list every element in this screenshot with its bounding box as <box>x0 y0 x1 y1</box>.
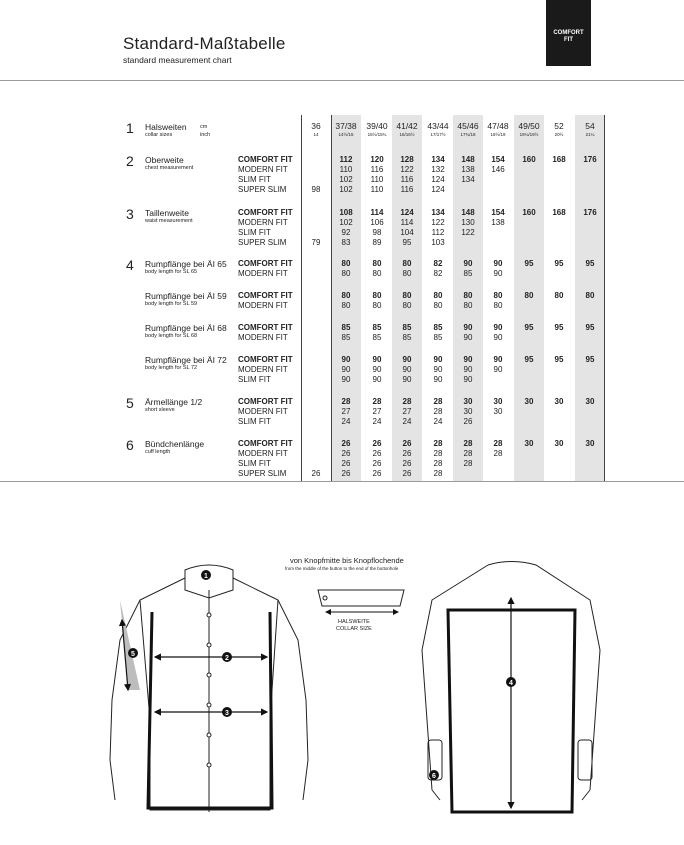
size-header-inch: 15½/15¾ <box>367 132 387 137</box>
table-cell: 104 <box>400 228 414 237</box>
table-cell: 90 <box>372 365 382 374</box>
table-cell: 85 <box>372 323 382 332</box>
table-cell: 85 <box>341 323 351 332</box>
table-cell: 134 <box>431 208 445 217</box>
table-cell: 112 <box>431 228 445 237</box>
table-cell: 26 <box>402 439 412 448</box>
size-header-inch: 17/17½ <box>430 132 446 137</box>
table-cell: 90 <box>493 259 503 268</box>
table-cell: 28 <box>463 459 473 468</box>
table-cell: 138 <box>461 165 475 174</box>
size-header-inch: 18½/19 <box>490 132 506 137</box>
table-cell: 80 <box>341 259 351 268</box>
section-sublabel: body length for SL 59 <box>145 301 198 307</box>
table-cell: 95 <box>524 323 534 332</box>
table-cell: 80 <box>341 291 351 300</box>
svg-text:1: 1 <box>204 573 208 580</box>
table-cell: 98 <box>372 228 382 237</box>
table-cell: 103 <box>431 238 445 247</box>
table-cell: 114 <box>400 218 414 227</box>
table-cell: 89 <box>372 238 382 247</box>
unit-inch: inch <box>200 132 211 138</box>
table-cell: 85 <box>341 333 351 342</box>
table-cell: 30 <box>585 397 595 406</box>
table-cell: 85 <box>402 323 412 332</box>
table-cell: 26 <box>402 449 412 458</box>
section-label: Bündchenlänge <box>145 439 205 449</box>
table-cell: 90 <box>372 355 382 364</box>
table-cell: 90 <box>493 323 503 332</box>
fit-label: MODERN FIT <box>238 218 288 227</box>
table-cell: 26 <box>372 439 382 448</box>
table-cell: 27 <box>341 407 351 416</box>
table-cell: 95 <box>554 355 564 364</box>
table-cell: 26 <box>311 469 321 478</box>
table-cell: 102 <box>339 185 353 194</box>
table-cell: 27 <box>372 407 382 416</box>
table-cell: 130 <box>461 218 475 227</box>
fit-label: COMFORT FIT <box>238 355 293 364</box>
table-cell: 122 <box>400 165 414 174</box>
table-cell: 90 <box>433 375 443 384</box>
table-cell: 80 <box>372 291 382 300</box>
table-cell: 116 <box>370 165 384 174</box>
table-cell: 108 <box>339 208 353 217</box>
table-cell: 176 <box>583 208 597 217</box>
size-header: 41/42 <box>396 121 418 131</box>
table-cell: 160 <box>522 155 536 164</box>
section-sublabel: cuff length <box>145 449 171 455</box>
table-cell: 80 <box>372 269 382 278</box>
table-cell: 138 <box>491 218 505 227</box>
table-cell: 28 <box>433 397 443 406</box>
svg-text:2: 2 <box>225 655 229 662</box>
table-cell: 26 <box>372 459 382 468</box>
badge-line-2: FIT <box>564 37 573 43</box>
table-cell: 30 <box>463 397 473 406</box>
section-sublabel: short sleeve <box>145 407 175 413</box>
table-cell: 90 <box>463 333 473 342</box>
table-cell: 80 <box>402 259 412 268</box>
table-cell: 90 <box>402 365 412 374</box>
table-cell: 106 <box>370 218 384 227</box>
marker-6 <box>429 770 439 780</box>
table-cell: 82 <box>433 259 443 268</box>
table-cell: 154 <box>491 155 505 164</box>
table-cell: 80 <box>341 301 351 310</box>
table-cell: 90 <box>402 355 412 364</box>
section-number: 4 <box>126 257 134 273</box>
table-cell: 110 <box>370 185 384 194</box>
table-cell: 122 <box>431 218 445 227</box>
svg-text:3: 3 <box>225 710 229 717</box>
table-cell: 122 <box>461 228 475 237</box>
table-cell: 24 <box>372 417 382 426</box>
table-cell: 28 <box>493 449 503 458</box>
size-header: 54 <box>585 121 595 131</box>
fit-label: SLIM FIT <box>238 175 271 184</box>
table-cell: 90 <box>402 375 412 384</box>
section-sublabel: waist measurement <box>145 218 193 224</box>
table-cell: 90 <box>341 375 351 384</box>
table-cell: 28 <box>402 397 412 406</box>
size-header: 37/38 <box>335 121 357 131</box>
table-cell: 30 <box>463 407 473 416</box>
table-cell: 79 <box>311 238 321 247</box>
table-cell: 102 <box>339 218 353 227</box>
marker-2 <box>222 652 232 662</box>
table-cell: 80 <box>341 269 351 278</box>
table-cell: 85 <box>433 333 443 342</box>
page-subtitle: standard measurement chart <box>123 55 232 65</box>
size-header-inch: 17¾/18 <box>460 132 476 137</box>
table-cell: 26 <box>341 469 351 478</box>
table-cell: 26 <box>463 417 473 426</box>
size-header-inch: 20½ <box>554 132 564 137</box>
table-cell: 80 <box>372 301 382 310</box>
table-cell: 83 <box>341 238 351 247</box>
section-label: Rumpflänge bei ÄI 72 <box>145 355 227 365</box>
section-label: Ärmellänge 1/2 <box>145 397 203 407</box>
table-cell: 80 <box>493 291 503 300</box>
table-cell: 82 <box>433 269 443 278</box>
size-header: 47/48 <box>487 121 509 131</box>
table-cell: 124 <box>431 175 445 184</box>
fit-label: COMFORT FIT <box>238 208 293 217</box>
table-cell: 27 <box>402 407 412 416</box>
collar-label-de: HALSWEITE <box>337 619 370 625</box>
table-cell: 24 <box>433 417 443 426</box>
table-cell: 90 <box>493 355 503 364</box>
table-cell: 26 <box>402 469 412 478</box>
section-sublabel: body length for SL 72 <box>145 365 198 371</box>
marker-1 <box>201 570 211 580</box>
table-cell: 90 <box>493 269 503 278</box>
fit-label: SUPER SLIM <box>238 185 287 194</box>
fit-label: SUPER SLIM <box>238 238 287 247</box>
table-cell: 114 <box>370 208 384 217</box>
fit-label: COMFORT FIT <box>238 439 293 448</box>
table-cell: 120 <box>370 155 384 164</box>
table-cell: 90 <box>463 259 473 268</box>
fit-label: MODERN FIT <box>238 301 288 310</box>
fit-label: COMFORT FIT <box>238 323 293 332</box>
table-cell: 154 <box>491 208 505 217</box>
collar-label-en: COLLAR SIZE <box>336 626 372 632</box>
marker-4 <box>506 677 516 687</box>
table-cell: 92 <box>341 228 351 237</box>
table-cell: 128 <box>400 155 414 164</box>
table-cell: 28 <box>433 407 443 416</box>
table-cell: 110 <box>370 175 384 184</box>
table-cell: 80 <box>524 291 534 300</box>
size-header-inch: 16/16½ <box>399 132 415 137</box>
fit-label: COMFORT FIT <box>238 259 293 268</box>
table-cell: 85 <box>402 333 412 342</box>
table-cell: 28 <box>493 439 503 448</box>
section-number: 2 <box>126 153 134 169</box>
table-cell: 124 <box>431 185 445 194</box>
fit-label: COMFORT FIT <box>238 291 293 300</box>
table-cell: 24 <box>341 417 351 426</box>
table-cell: 80 <box>433 291 443 300</box>
fit-label: SLIM FIT <box>238 417 271 426</box>
fit-label: SLIM FIT <box>238 459 271 468</box>
table-cell: 90 <box>463 365 473 374</box>
table-cell: 80 <box>463 301 473 310</box>
fit-label: MODERN FIT <box>238 407 288 416</box>
table-cell: 134 <box>431 155 445 164</box>
size-header-inch: 19¼/19½ <box>519 132 539 137</box>
table-cell: 28 <box>433 439 443 448</box>
svg-text:4: 4 <box>509 680 513 687</box>
table-cell: 26 <box>372 469 382 478</box>
table-cell: 80 <box>372 259 382 268</box>
table-cell: 90 <box>372 375 382 384</box>
table-cell: 28 <box>463 439 473 448</box>
section-label: Taillenweite <box>145 208 189 218</box>
table-cell: 176 <box>583 155 597 164</box>
table-cell: 132 <box>431 165 445 174</box>
table-cell: 80 <box>402 291 412 300</box>
section-label: Rumpflänge bei ÄI 59 <box>145 291 227 301</box>
table-cell: 30 <box>493 407 503 416</box>
table-cell: 90 <box>463 323 473 332</box>
fit-label: MODERN FIT <box>238 165 288 174</box>
fit-label: SLIM FIT <box>238 228 271 237</box>
unit-cm: cm <box>200 124 208 130</box>
section-sublabel: chest measurement <box>145 165 194 171</box>
table-cell: 26 <box>372 449 382 458</box>
table-cell: 26 <box>341 449 351 458</box>
table-cell: 90 <box>433 365 443 374</box>
fit-label: COMFORT FIT <box>238 155 293 164</box>
table-cell: 90 <box>493 365 503 374</box>
table-cell: 80 <box>433 301 443 310</box>
table-cell: 30 <box>524 397 534 406</box>
table-cell: 80 <box>463 291 473 300</box>
table-cell: 148 <box>461 155 475 164</box>
table-cell: 95 <box>554 259 564 268</box>
size-header: 43/44 <box>427 121 449 131</box>
table-cell: 90 <box>493 333 503 342</box>
table-cell: 85 <box>433 323 443 332</box>
size-header: 36 <box>311 121 321 131</box>
buttonhole-note: von Knopfmitte bis Knopflochende <box>290 556 404 565</box>
table-cell: 26 <box>402 459 412 468</box>
table-cell: 30 <box>493 397 503 406</box>
table-cell: 80 <box>402 269 412 278</box>
table-cell: 160 <box>522 208 536 217</box>
table-cell: 90 <box>433 355 443 364</box>
table-cell: 28 <box>433 469 443 478</box>
section-number: 5 <box>126 395 134 411</box>
section-label: Rumpflänge bei ÄI 68 <box>145 323 227 333</box>
fit-label: MODERN FIT <box>238 333 288 342</box>
size-header-inch: 14 <box>313 132 319 137</box>
size-header-inch: 21¼ <box>585 132 595 137</box>
table-cell: 24 <box>402 417 412 426</box>
table-cell: 95 <box>524 259 534 268</box>
size-header-inch: 14½/15 <box>338 132 354 137</box>
section-number: 6 <box>126 437 134 453</box>
marker-5 <box>128 648 138 658</box>
table-cell: 168 <box>552 208 566 217</box>
section-sublabel: collar sizes <box>145 132 173 138</box>
table-cell: 85 <box>463 269 473 278</box>
table-cell: 110 <box>339 165 353 174</box>
table-cell: 90 <box>463 375 473 384</box>
table-cell: 90 <box>463 355 473 364</box>
table-cell: 95 <box>585 259 595 268</box>
fit-label: MODERN FIT <box>238 365 288 374</box>
table-cell: 95 <box>585 355 595 364</box>
section-sublabel: body length for SL 68 <box>145 333 198 339</box>
table-cell: 95 <box>402 238 412 247</box>
size-header: 39/40 <box>366 121 388 131</box>
table-cell: 28 <box>372 397 382 406</box>
table-cell: 90 <box>341 355 351 364</box>
table-cell: 28 <box>433 459 443 468</box>
page-title: Standard-Maßtabelle <box>123 34 286 53</box>
section-sublabel: body length for SL 65 <box>145 269 198 275</box>
table-cell: 30 <box>554 439 564 448</box>
buttonhole-note-en: from the middle of the button to the end of the buttonhole <box>285 566 399 571</box>
table-cell: 80 <box>402 301 412 310</box>
table-cell: 80 <box>585 291 595 300</box>
table-cell: 112 <box>339 155 353 164</box>
section-label: Oberweite <box>145 155 184 165</box>
fit-label: SUPER SLIM <box>238 469 287 478</box>
size-header: 49/50 <box>518 121 540 131</box>
table-cell: 116 <box>400 185 414 194</box>
section-label: Rumpflänge bei ÄI 65 <box>145 259 227 269</box>
fit-label: MODERN FIT <box>238 449 288 458</box>
table-cell: 168 <box>552 155 566 164</box>
table-cell: 26 <box>341 439 351 448</box>
table-cell: 95 <box>554 323 564 332</box>
section-number: 1 <box>126 120 134 136</box>
table-cell: 80 <box>554 291 564 300</box>
table-cell: 28 <box>341 397 351 406</box>
table-cell: 116 <box>400 175 414 184</box>
table-cell: 30 <box>554 397 564 406</box>
table-cell: 28 <box>463 449 473 458</box>
marker-3 <box>222 707 232 717</box>
table-cell: 146 <box>491 165 505 174</box>
table-cell: 95 <box>585 323 595 332</box>
section-label: Halsweiten <box>145 122 187 132</box>
size-header: 45/46 <box>457 121 479 131</box>
fit-label: SLIM FIT <box>238 375 271 384</box>
front-body-outline <box>148 612 272 808</box>
table-cell: 30 <box>585 439 595 448</box>
fit-label: COMFORT FIT <box>238 397 293 406</box>
table-cell: 102 <box>339 175 353 184</box>
table-cell: 26 <box>341 459 351 468</box>
table-cell: 28 <box>433 449 443 458</box>
table-cell: 90 <box>341 365 351 374</box>
section-number: 3 <box>126 206 134 222</box>
table-cell: 98 <box>311 185 321 194</box>
table-cell: 124 <box>400 208 414 217</box>
table-cell: 30 <box>524 439 534 448</box>
badge-line-1: COMFORT <box>553 30 584 36</box>
collar-detail-drawing <box>318 590 404 612</box>
table-cell: 80 <box>493 301 503 310</box>
svg-text:5: 5 <box>131 651 135 658</box>
size-header: 52 <box>554 121 564 131</box>
table-cell: 134 <box>461 175 475 184</box>
front-shirt-drawing <box>110 565 308 812</box>
fit-label: MODERN FIT <box>238 269 288 278</box>
svg-text:6: 6 <box>432 773 436 780</box>
table-cell: 148 <box>461 208 475 217</box>
table-cell: 95 <box>524 355 534 364</box>
table-cell: 85 <box>372 333 382 342</box>
